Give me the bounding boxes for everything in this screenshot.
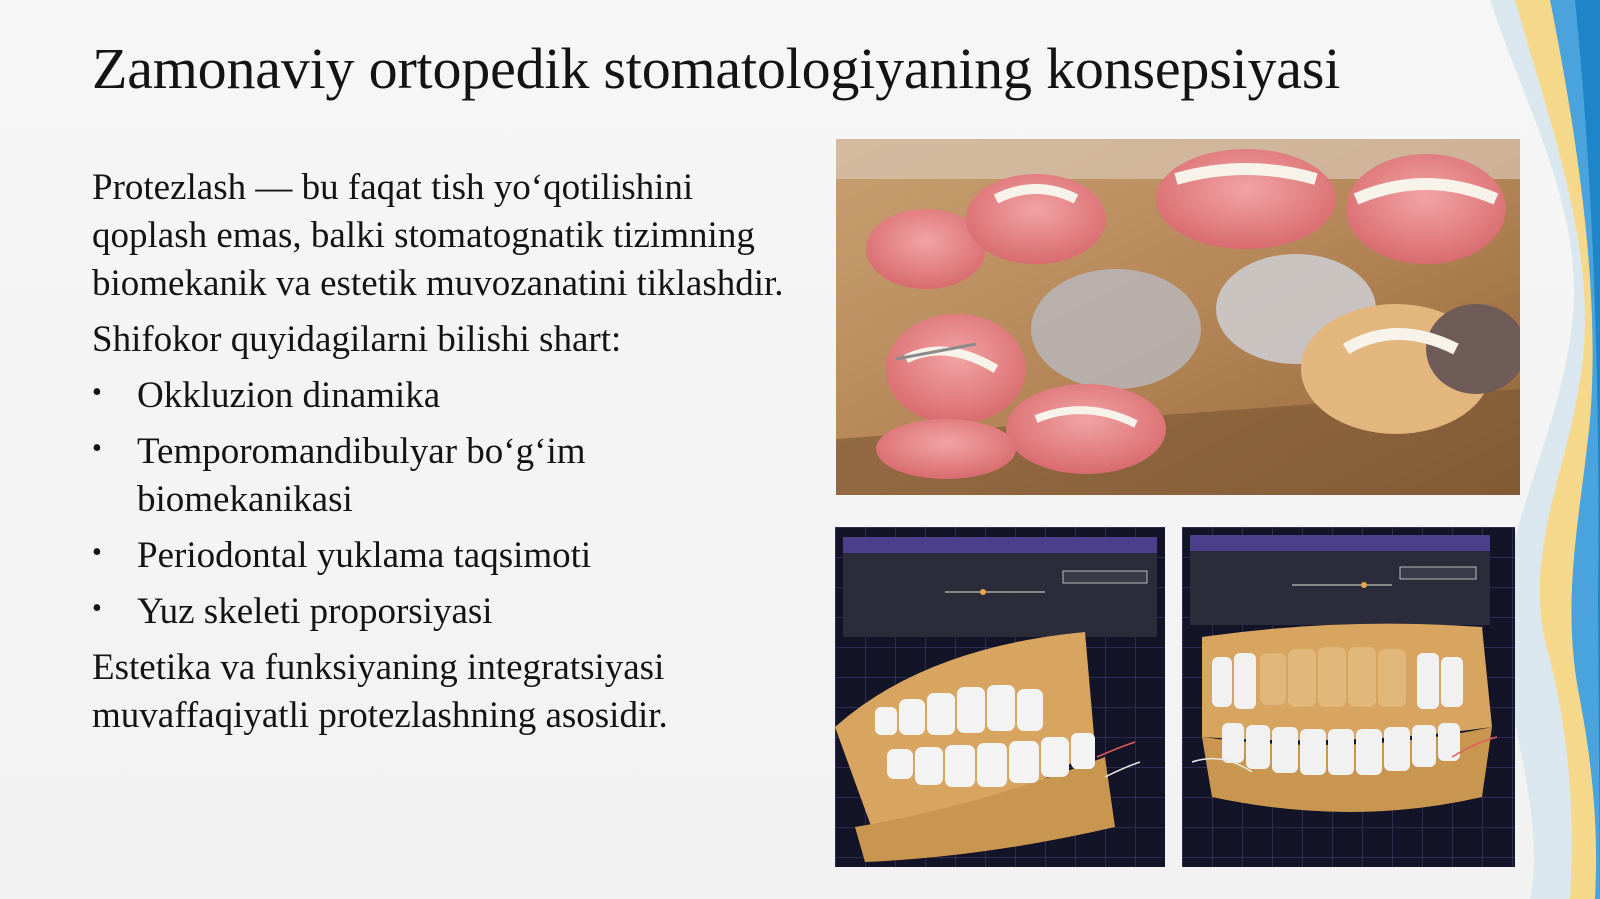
denture-collection-photo	[836, 139, 1520, 495]
slide-title: Zamonaviy ortopedik stomatologiyaning konsepsiyasi	[92, 36, 1341, 101]
bullet-icon: •	[92, 377, 102, 408]
bullet-text: Okkluzion dinamika	[137, 375, 441, 416]
bullet-item	[92, 532, 792, 580]
cad-occlusion-view-right	[1182, 527, 1515, 867]
paragraph-definition: Protezlash — bu faqat tish yo‘qotilishini qoplash emas, balki stomatognatik tizimning biomekanik va estetik muvozanatini tiklashdir.	[92, 167, 784, 304]
bullet-icon: •	[92, 537, 102, 568]
slide-body	[92, 164, 792, 748]
bullet-text: Periodontal yuklama taqsimoti	[137, 535, 592, 576]
bullet-item	[92, 588, 792, 636]
paragraph-conclusion: Estetika va funksiyaning integratsiyasi muvaffaqiyatli protezlashning asosidir.	[92, 647, 668, 736]
bullet-item	[92, 372, 792, 420]
bullet-icon: •	[92, 593, 102, 624]
bullet-text: Temporomandibulyar bo‘g‘im biomekanikasi	[137, 431, 586, 520]
paragraph-intro: Shifokor quyidagilarni bilishi shart:	[92, 319, 622, 360]
bullet-item	[92, 428, 792, 524]
bullet-icon: •	[92, 433, 102, 464]
bullet-list	[92, 372, 792, 636]
cad-occlusion-view-left	[835, 527, 1165, 867]
bullet-text: Yuz skeleti proporsiyasi	[137, 591, 493, 632]
